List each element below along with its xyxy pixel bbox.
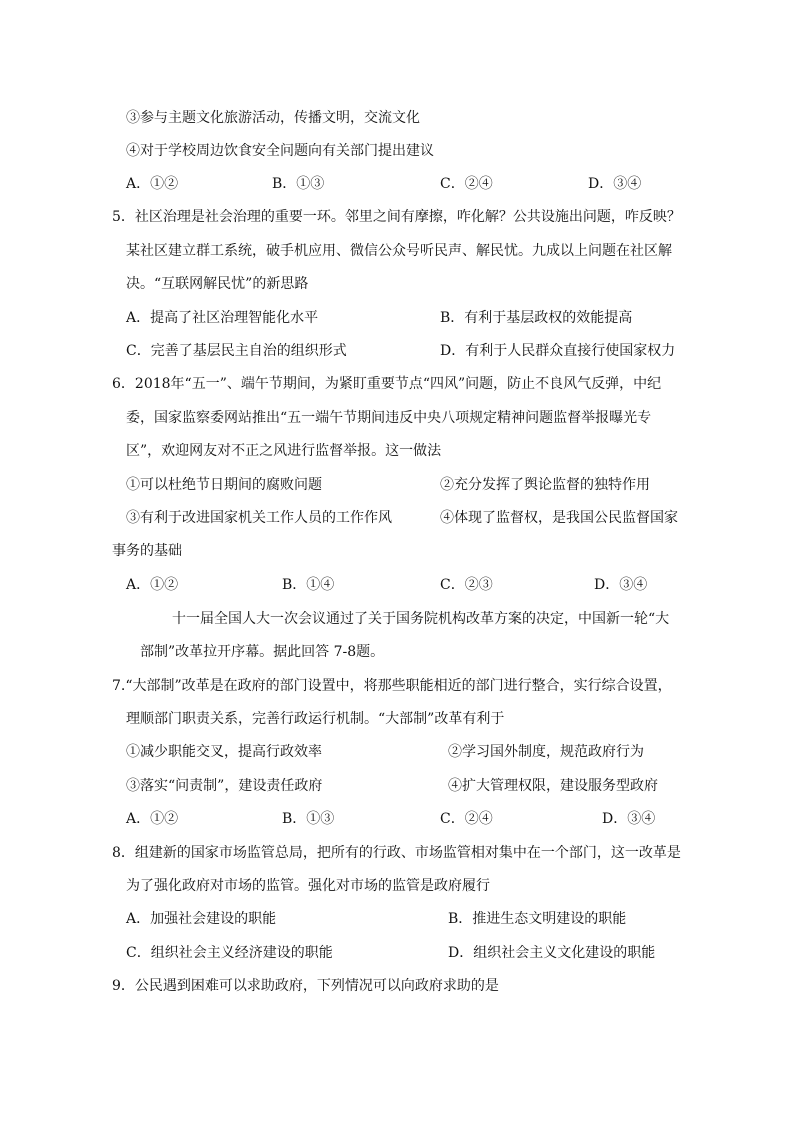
q6-stem-line-1: 6．2018年“五一”、端午节期间，为紧盯重要节点“四风”问题，防止不良风气反弹，中纪 [112, 376, 662, 392]
q7-item-4: ④扩大管理权限，建设服务型政府 [448, 778, 658, 794]
q7-option-a: A．①② [126, 811, 179, 827]
q5-stem-line-3: 决。“互联网解民忧”的新思路 [126, 276, 309, 292]
q5-stem-line-2: 某社区建立群工系统，破手机应用、微信公众号听民声、解民忧。九成以上问题在社区解 [126, 243, 672, 259]
q7-stem-line-1: 7.“大部制”改革是在政府的部门设置中，将那些职能相近的部门进行整合，实行综合设置， [112, 678, 672, 694]
q7-stem-line-2: 理顺部门职责关系，完善行政运行机制。“大部制”改革有利于 [126, 711, 505, 727]
q5-option-d: D．有利于人民群众直接行使国家权力 [440, 343, 676, 359]
q4-item-4: ④对于学校周边饮食安全问题向有关部门提出建议 [126, 143, 434, 159]
q5-option-b: B．有利于基层政权的效能提高 [440, 310, 633, 326]
q6-stem-line-3: 区”，欢迎网友对不正之风进行监督举报。这一做法 [126, 443, 442, 459]
q6-option-b: B．①④ [282, 577, 335, 593]
q8-option-c: C．组织社会主义经济建设的职能 [126, 945, 333, 961]
q5-option-c: C．完善了基层民主自治的组织形式 [126, 343, 347, 359]
q4-option-c: C．②④ [440, 176, 493, 192]
q9-stem-line-1: 9．公民遇到困难可以求助政府，下列情况可以向政府求助的是 [112, 978, 499, 994]
q7-item-2: ②学习国外制度，规范政府行为 [448, 744, 644, 760]
q6-item-4-continued: 事务的基础 [112, 543, 182, 559]
q6-item-4: ④体现了监督权，是我国公民监督国家 [440, 510, 678, 526]
q8-option-d: D．组织社会主义文化建设的职能 [448, 945, 656, 961]
q7-option-c: C．②④ [440, 811, 493, 827]
q4-option-d: D．③④ [588, 176, 642, 192]
intro-line-2: 部制”改革拉开序幕。据此回答 7-8题。 [140, 644, 385, 660]
q7-item-1: ①减少职能交叉，提高行政效率 [126, 744, 322, 760]
q6-option-c: C．②③ [440, 577, 493, 593]
q7-option-d: D．③④ [602, 811, 656, 827]
q8-stem-line-2: 为了强化政府对市场的监管。强化对市场的监管是政府履行 [126, 878, 490, 894]
q8-option-a: A．加强社会建设的职能 [126, 911, 277, 927]
q7-item-3: ③落实“问责制”，建设责任政府 [126, 778, 323, 794]
q6-item-3: ③有利于改进国家机关工作人员的工作作风 [126, 510, 392, 526]
q8-stem-line-1: 8．组建新的国家市场监管总局，把所有的行政、市场监管相对集中在一个部门，这一改革是 [112, 845, 681, 861]
q5-stem-line-1: 5．社区治理是社会治理的重要一环。邻里之间有摩擦，咋化解？公共设施出问题，咋反映？ [112, 209, 681, 225]
q7-option-b: B．①③ [282, 811, 335, 827]
q4-option-b: B．①③ [272, 176, 325, 192]
q8-option-b: B．推进生态文明建设的职能 [448, 911, 627, 927]
q4-option-a: A．①② [126, 176, 179, 192]
q4-item-3: ③参与主题文化旅游活动，传播文明，交流文化 [126, 110, 420, 126]
q6-stem-line-2: 委，国家监察委网站推出“五一端午节期间违反中央八项规定精神问题监督举报曝光专 [126, 410, 652, 426]
intro-line-1: 十一届全国人大一次会议通过了关于国务院机构改革方案的决定，中国新一轮“大 [172, 611, 670, 627]
q6-item-2: ②充分发挥了舆论监督的独特作用 [440, 477, 650, 493]
q5-option-a: A．提高了社区治理智能化水平 [126, 310, 319, 326]
q6-item-1: ①可以杜绝节日期间的腐败问题 [126, 477, 322, 493]
q6-option-a: A．①② [126, 577, 179, 593]
q6-option-d: D．③④ [594, 577, 648, 593]
